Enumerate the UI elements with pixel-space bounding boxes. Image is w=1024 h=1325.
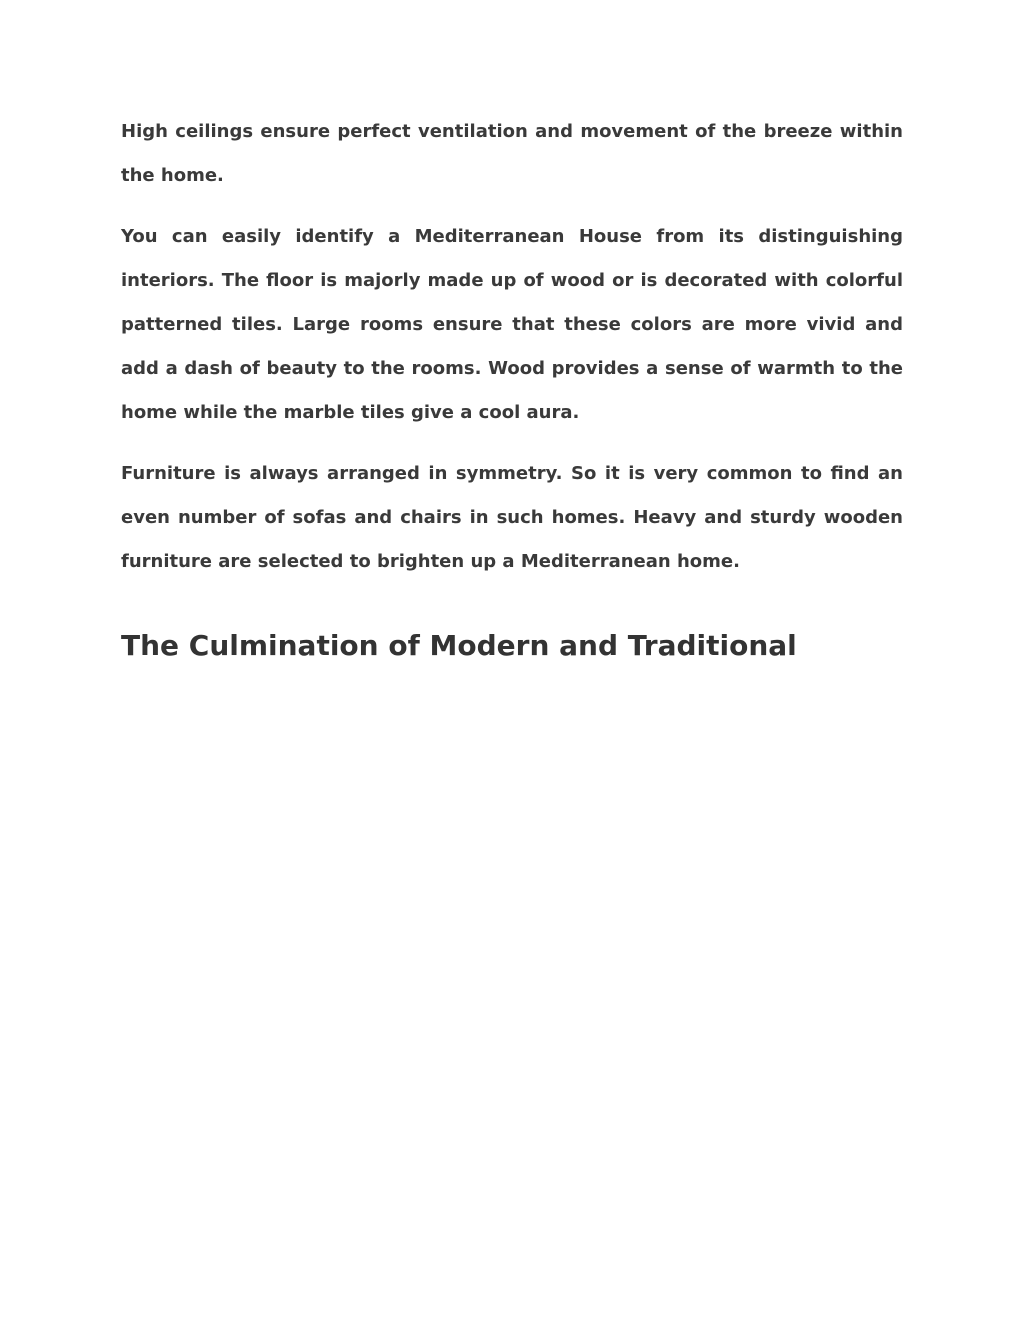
- paragraph-ceilings: High ceilings ensure perfect ventilation and movement of the breeze within the home.: [121, 121, 903, 186]
- section-heading: The Culmination of Modern and Traditional: [121, 629, 797, 662]
- paragraph-furniture: Furniture is always arranged in symmetry. So it is very common to find an even number of sofas and chairs in such homes. Heavy and sturdy wooden furniture are selected to brighten up a Mediterranean home.: [121, 463, 903, 572]
- document-page: [121, 110, 903, 668]
- paragraph-interiors: You can easily identify a Mediterranean House from its distinguishing interiors. The floor is majorly made up of wood or is decorated with colorful patterned tiles. Large rooms ensure that these colors are more vivid and add a dash of beauty to the rooms. Wood provides a sense of warmth to the home while the marble tiles give a cool aura.: [121, 226, 903, 423]
